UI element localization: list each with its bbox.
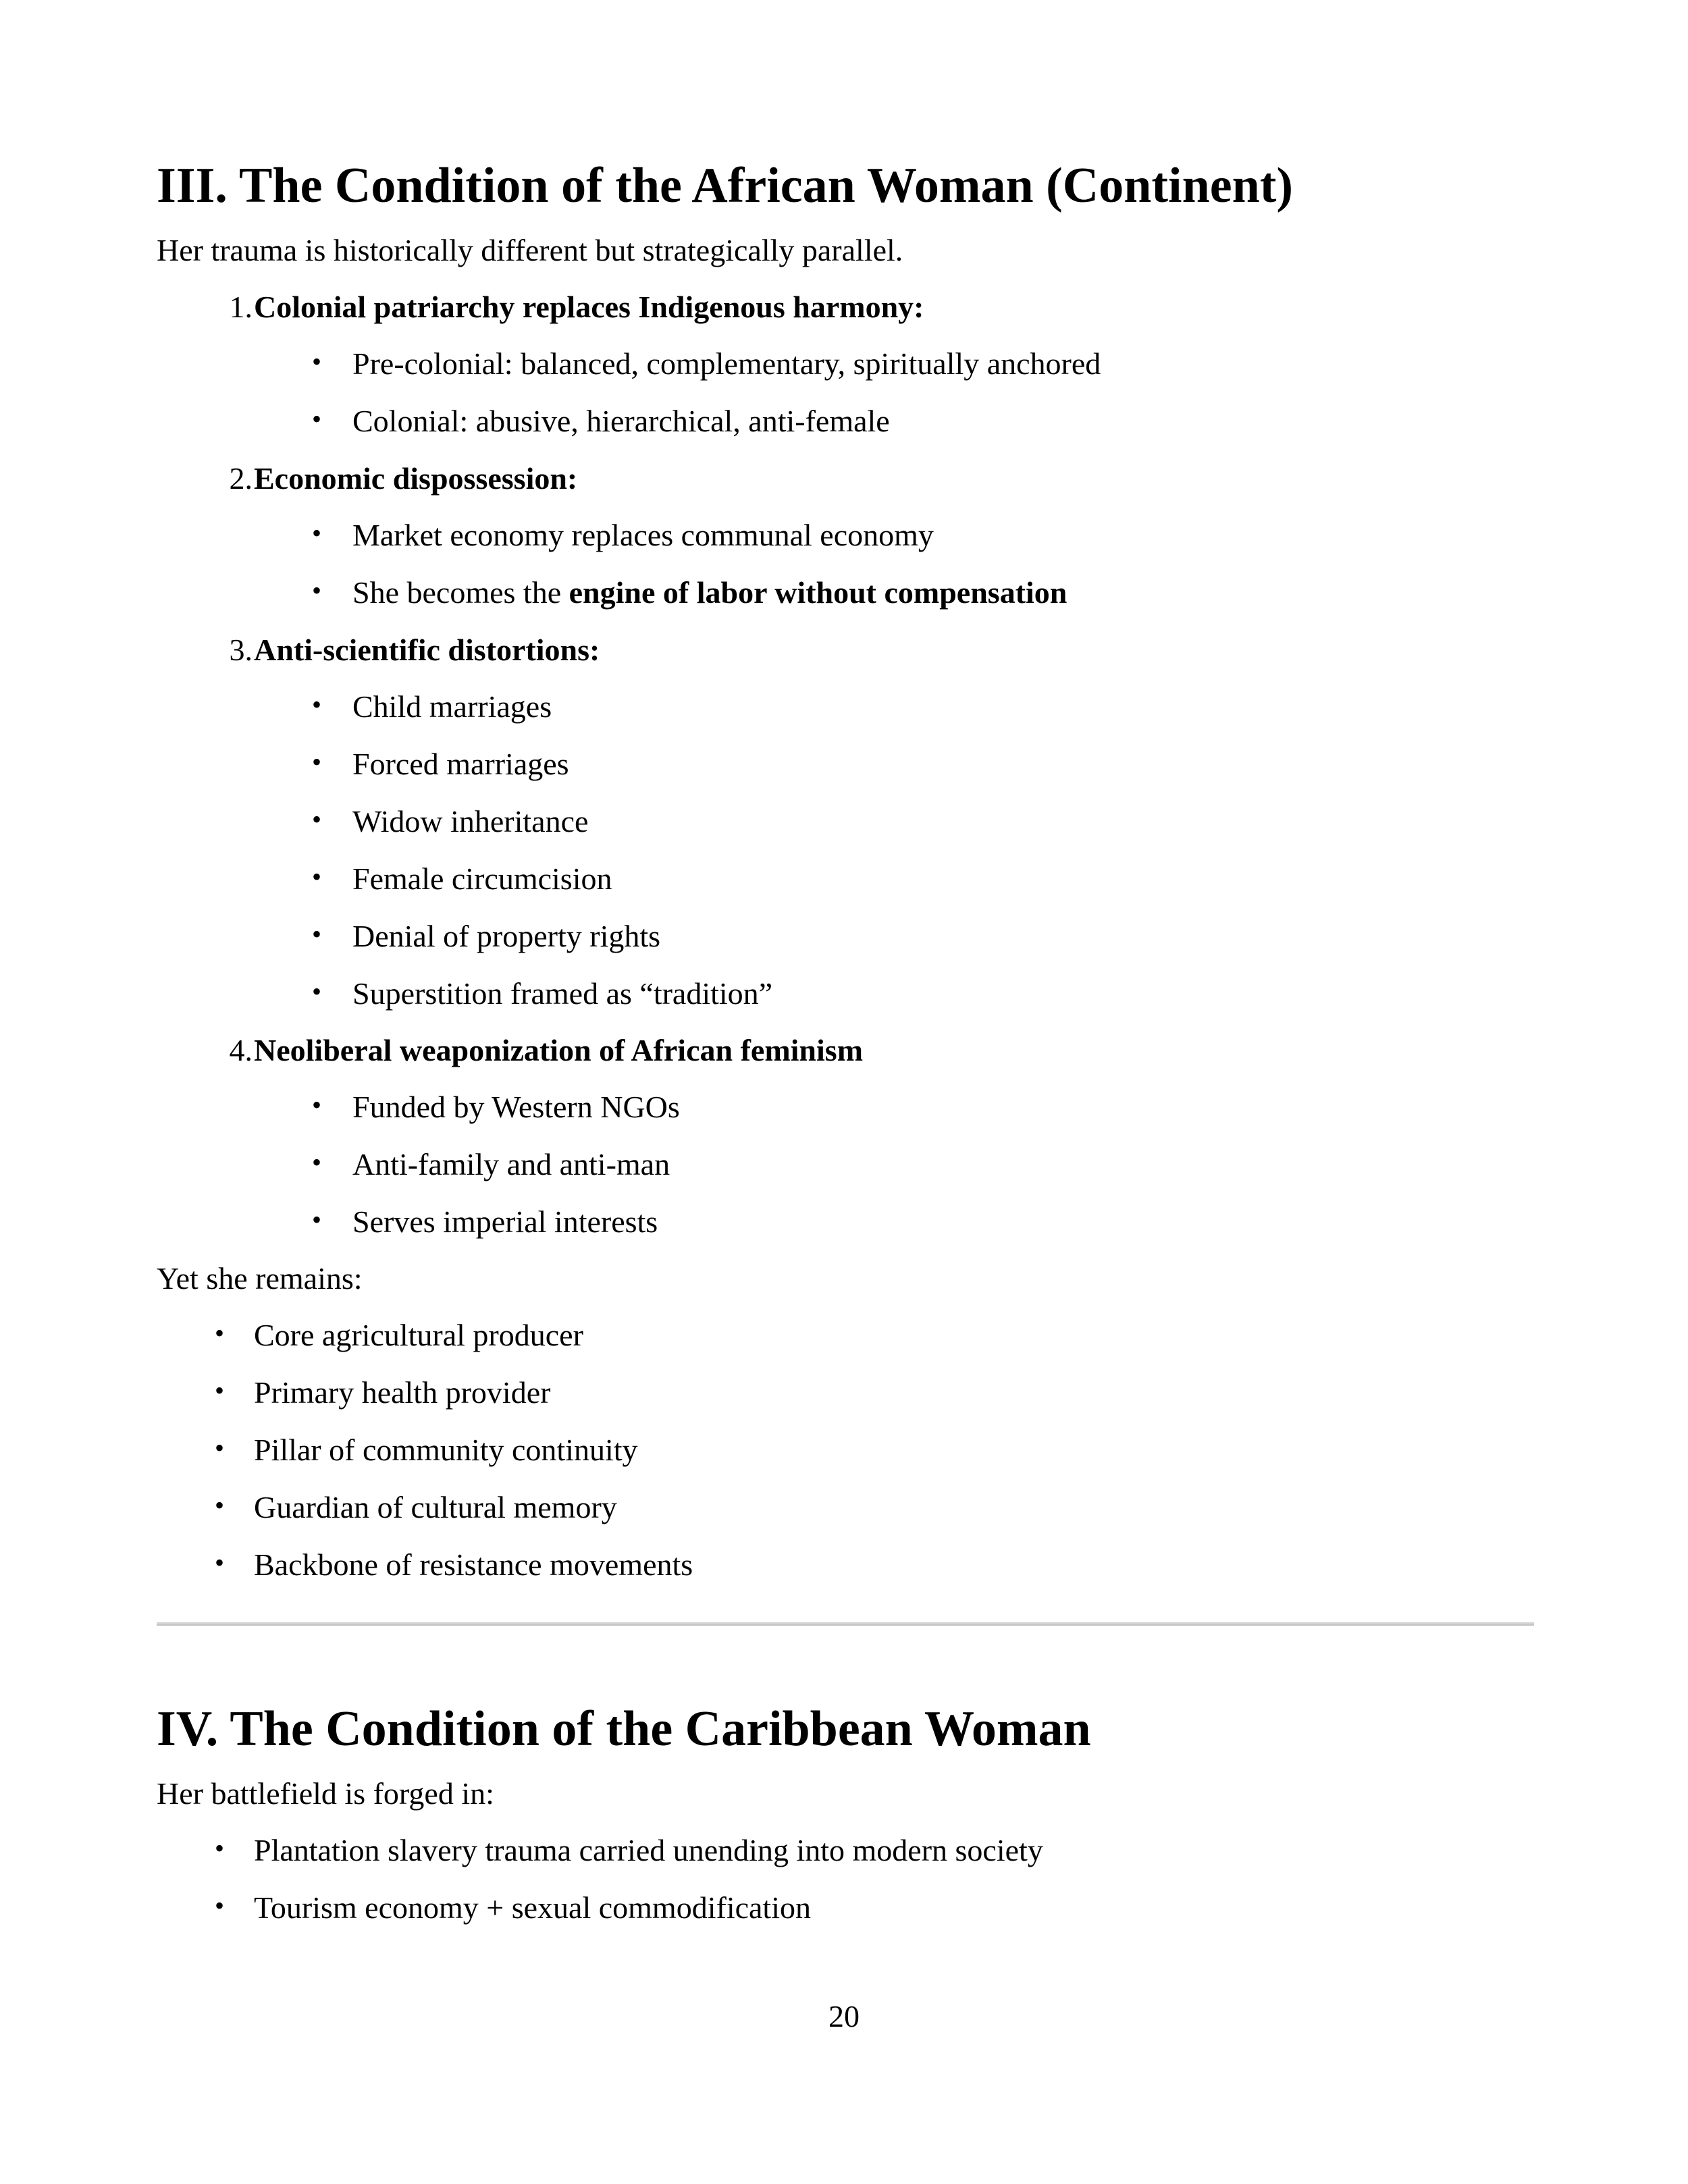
list-item-text: Pre-colonial: balanced, complementary, spiritually anchored bbox=[352, 346, 1101, 381]
remains-intro: Yet she remains: bbox=[157, 1261, 363, 1296]
list-item-text: Backbone of resistance movements bbox=[254, 1547, 693, 1582]
bullet-mark: • bbox=[312, 976, 322, 1007]
bullet-mark: • bbox=[312, 575, 322, 606]
list-item-text bbox=[352, 577, 1067, 608]
bullet-mark: • bbox=[312, 518, 322, 548]
list-item-text: Widow inheritance bbox=[352, 804, 589, 838]
list-item-text: Female circumcision bbox=[352, 861, 612, 896]
list-item-text: Market economy replaces communal economy bbox=[352, 518, 934, 552]
bullet-mark: • bbox=[215, 1318, 225, 1348]
section-intro: Her battlefield is forged in: bbox=[157, 1776, 494, 1811]
bullet-mark: • bbox=[312, 861, 322, 892]
bullet-mark: • bbox=[312, 804, 322, 834]
list-item-text: Child marriages bbox=[352, 689, 552, 724]
item-title: Colonial patriarchy replaces Indigenous harmony: bbox=[254, 290, 924, 324]
list-item-text: Core agricultural producer bbox=[254, 1318, 583, 1352]
list-item-text: Anti-family and anti-man bbox=[352, 1147, 670, 1181]
section-intro: Her trauma is historically different but strategically parallel. bbox=[157, 233, 903, 267]
item-title: Anti-scientific distortions: bbox=[254, 633, 600, 667]
bullet-mark: • bbox=[215, 1890, 225, 1921]
list-item-text: Funded by Western NGOs bbox=[352, 1090, 680, 1124]
bullet-mark: • bbox=[312, 1204, 322, 1235]
bullet-mark: • bbox=[312, 747, 322, 777]
list-item-text: Forced marriages bbox=[352, 747, 569, 781]
bullet-mark: • bbox=[312, 1090, 322, 1120]
item-number: 4. bbox=[229, 1033, 253, 1067]
section-heading-iii: III. The Condition of the African Woman (Continent) bbox=[157, 158, 1294, 213]
list-item-text: Pillar of community continuity bbox=[254, 1433, 638, 1467]
bullet-mark: • bbox=[312, 1147, 322, 1177]
list-item-text: Plantation slavery trauma carried unending into modern society bbox=[254, 1833, 1043, 1867]
list-item-text-prefix: She becomes the bbox=[352, 575, 569, 610]
bullet-mark: • bbox=[312, 404, 322, 434]
list-item-text: Guardian of cultural memory bbox=[254, 1490, 617, 1524]
bullet-mark: • bbox=[215, 1833, 225, 1863]
item-title: Economic dispossession: bbox=[254, 461, 578, 496]
bullet-mark: • bbox=[215, 1547, 225, 1578]
item-number: 2. bbox=[229, 461, 253, 496]
list-item-text: Superstition framed as “tradition” bbox=[352, 976, 773, 1011]
page-number: 20 bbox=[828, 1999, 860, 2033]
bullet-mark: • bbox=[215, 1375, 225, 1406]
bullet-mark: • bbox=[312, 689, 322, 720]
item-number: 3. bbox=[229, 633, 253, 667]
bullet-mark: • bbox=[215, 1490, 225, 1520]
item-number: 1. bbox=[229, 290, 253, 324]
section-heading-iv: IV. The Condition of the Caribbean Woman bbox=[157, 1701, 1091, 1757]
bullet-mark: • bbox=[312, 919, 322, 949]
list-item-text: Serves imperial interests bbox=[352, 1204, 658, 1239]
list-item-text: Tourism economy + sexual commodification bbox=[254, 1890, 811, 1925]
bullet-mark: • bbox=[215, 1433, 225, 1463]
list-item-text-bold: engine of labor without compensation bbox=[569, 575, 1067, 610]
list-item-text: Colonial: abusive, hierarchical, anti-female bbox=[352, 404, 890, 438]
section-divider bbox=[157, 1622, 1534, 1626]
list-item-text: Primary health provider bbox=[254, 1375, 551, 1410]
item-title: Neoliberal weaponization of African feminism bbox=[254, 1033, 864, 1067]
bullet-mark: • bbox=[312, 346, 322, 377]
list-item-text: Denial of property rights bbox=[352, 919, 661, 953]
